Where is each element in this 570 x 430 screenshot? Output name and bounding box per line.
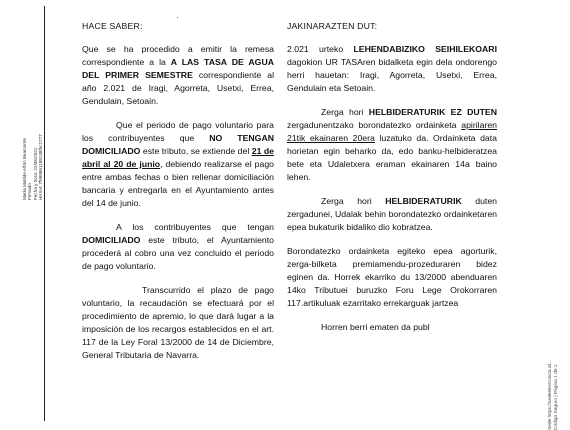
text: dagokion UR TASAren bidalketa egin dela ondorengo herri hauetan: <box>287 57 497 80</box>
spanish-heading: HACE SABER: <box>82 21 143 31</box>
text: Zerga hori <box>321 107 369 117</box>
basque-column <box>287 20 497 345</box>
signer-name: María Matilde Añón Beamonte <box>22 138 27 200</box>
basque-paragraph-2 <box>287 106 497 184</box>
basque-heading: JAKINARAZTEN DUT: <box>287 21 378 31</box>
bold-text: LEHENDABIZIKO SEIHILEKOARI <box>353 44 497 54</box>
bold-text: DOMICILIADO <box>82 235 141 245</box>
signature-date: Fecha y hora: 22/06/2021 <box>32 147 38 200</box>
text: luzatuko da. Ordainketa data horietan egin beharko da, edo banku-helbideratzea bete eta Udaletxera eraman ekainaren 14a baino lehen. <box>287 133 497 182</box>
verification-strip <box>548 220 568 430</box>
basque-paragraph-5: Horren berri ematen da publ <box>321 322 430 332</box>
period-dates: 21 de abril al 20 de junio <box>82 146 275 169</box>
signature-hash: HASH: 7f999861188138f5c2777 <box>38 134 44 200</box>
verification-line-1: Sede https://sedeelectronica.af... <box>548 360 553 430</box>
spanish-paragraph-2 <box>82 119 274 210</box>
basque-paragraph-4: Borondatezko ordainketa egiteko epea agorturik, zerga-bilketa premiamendu-prozeduraren bidez eginen da. Horrek ekarriko du 13/2000 abenduaren 14ko Tributuei buruzko Foru Lege Orokorraren 117.artikuluak ezarritako errekarguak jartzea <box>287 246 497 308</box>
signature-stamp <box>22 80 44 200</box>
text: zergadunentzako borondatezko ordainketa <box>287 120 462 130</box>
text: este tributo, se extiende del <box>140 146 252 156</box>
text: , debiendo realizarse el pago entre ambas fechas o bien rellenar domiciliación bancaria y entregarla en el Ayuntamiento antes del 14 de junio. <box>82 159 274 208</box>
text: 2.021 urteko <box>287 44 354 54</box>
text: duten zergadunei, Udalak behin borondatezko ordainketaren epea bukaturik bidaliko dio kobratzea. <box>287 196 498 232</box>
text: Zerga hori <box>321 196 386 206</box>
period-dates: apirilaren 21tik ekainaren 20era <box>287 120 497 143</box>
bold-text: HELBIDERATURIK EZ DUTEN <box>368 107 497 117</box>
text: correspondiente al año 2.021 de <box>82 70 275 93</box>
bold-text: NO TENGAN DOMICILIADO <box>82 133 274 156</box>
spanish-column <box>82 20 274 373</box>
verification-line-2: Código Seguro | Página 1 de 1 <box>553 364 559 430</box>
bold-text: A LAS TASA DE AGUA DEL PRIMER SEMESTRE <box>82 57 274 80</box>
basque-paragraph-3 <box>287 195 497 234</box>
text: este tributo, el Ayuntamiento procederá al cobro una vez concluido el periodo de pago voluntario. <box>82 235 274 271</box>
signature-divider <box>44 6 45 421</box>
bold-text: HELBIDERATURIK <box>385 196 462 206</box>
signature-label: Firmado <box>27 183 33 200</box>
places-text: Iragi, Agorreta, Usetxi, Errea, Gendulain, Setoain. <box>82 83 274 106</box>
spanish-paragraph-4: Transcurrido el plazo de pago voluntario, la recaudación se efectuará por el procedimiento de apremio, lo que dará lugar a la imposición de los recargos establecidos en el art. 117 de la Ley Foral 13/2000 de 14 de Diciembre, General Tributaria de Navarra. <box>82 285 274 360</box>
text: Que el periodo de pago voluntario para los contribuyentes que <box>82 120 274 143</box>
stray-mark: · <box>176 12 179 22</box>
text: Que se ha procedido a emitir la remesa correspondiente a la <box>82 44 274 67</box>
text: A los contribuyentes que tengan <box>116 222 274 232</box>
places-text: Iragi, Agorreta, Usetxi, Errea, Gendulain eta Setoain. <box>287 70 497 93</box>
spanish-paragraph-1 <box>82 43 274 108</box>
spanish-paragraph-3 <box>82 221 274 273</box>
basque-paragraph-1 <box>287 43 497 95</box>
